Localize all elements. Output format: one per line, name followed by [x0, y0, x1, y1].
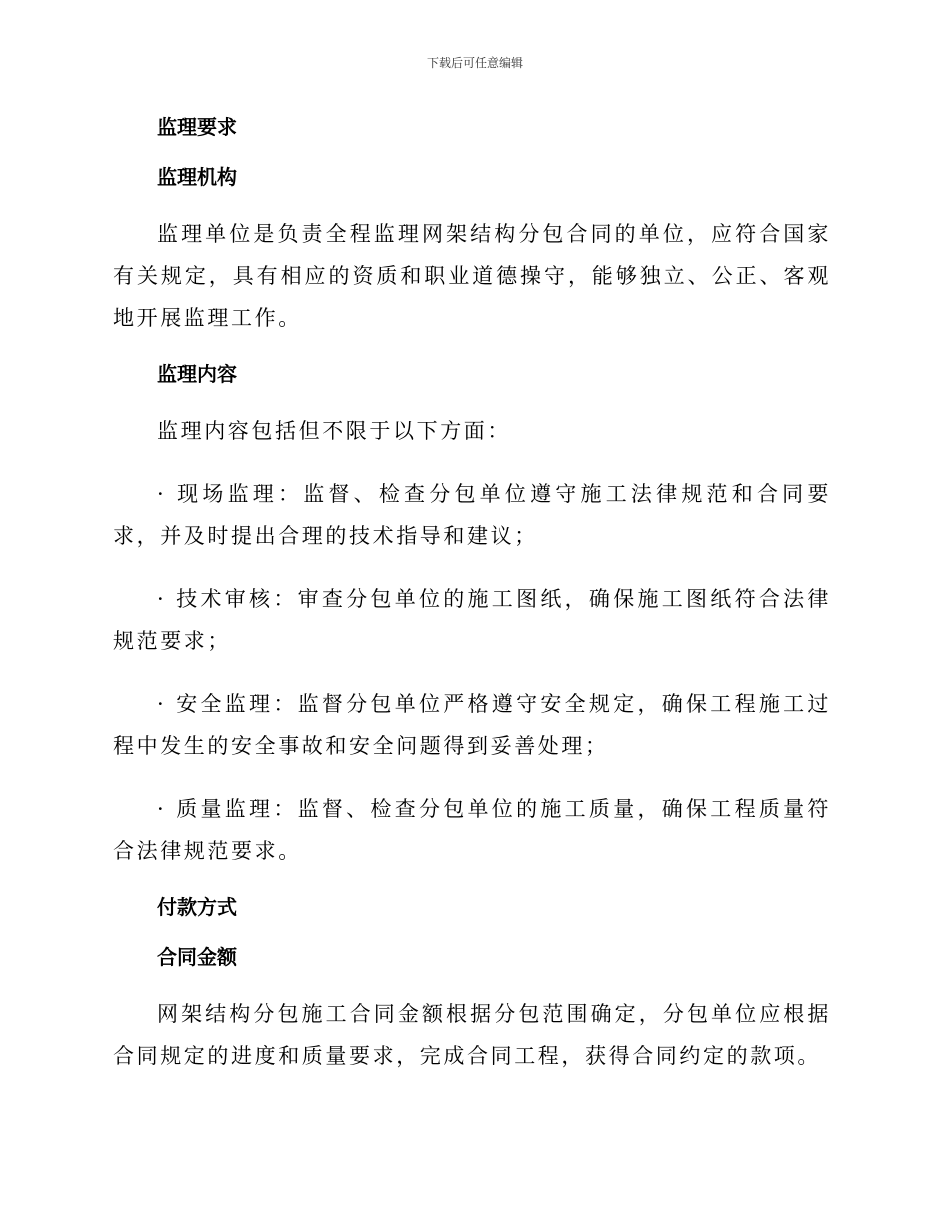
heading-supervision-content: 监理内容 — [157, 362, 237, 386]
bullet-item-safety-supervision: · 安全监理：监督分包单位严格遵守安全规定，确保工程施工过程中发生的安全事故和安全问题得到妥善处理； — [113, 692, 831, 758]
heading-supervision-requirements: 监理要求 — [157, 115, 237, 139]
paragraph-agency: 监理单位是负责全程监理网架结构分包合同的单位，应符合国家有关规定，具有相应的资质和职业道德操守，能够独立、公正、客观地开展监理工作。 — [113, 222, 831, 330]
page-header: 下载后可任意编辑 — [426, 56, 523, 70]
document-body — [113, 112, 831, 1077]
heading-supervision-agency: 监理机构 — [157, 165, 237, 189]
heading-payment-method: 付款方式 — [157, 895, 237, 919]
paragraph-content-intro: 监理内容包括但不限于以下方面： — [157, 419, 511, 443]
bullet-item-technical-review: · 技术审核：审查分包单位的施工图纸，确保施工图纸符合法律规范要求； — [113, 587, 831, 653]
bullet-item-site-supervision: · 现场监理：监督、检查分包单位遵守施工法律规范和合同要求，并及时提出合理的技术指导和建议； — [113, 482, 831, 548]
bullet-item-quality-supervision: · 质量监理：监督、检查分包单位的施工质量，确保工程质量符合法律规范要求。 — [113, 797, 831, 863]
heading-contract-amount: 合同金额 — [157, 945, 237, 969]
paragraph-contract-amount: 网架结构分包施工合同金额根据分包范围确定，分包单位应根据合同规定的进度和质量要求，完成合同工程，获得合同约定的款项。 — [113, 1002, 831, 1068]
